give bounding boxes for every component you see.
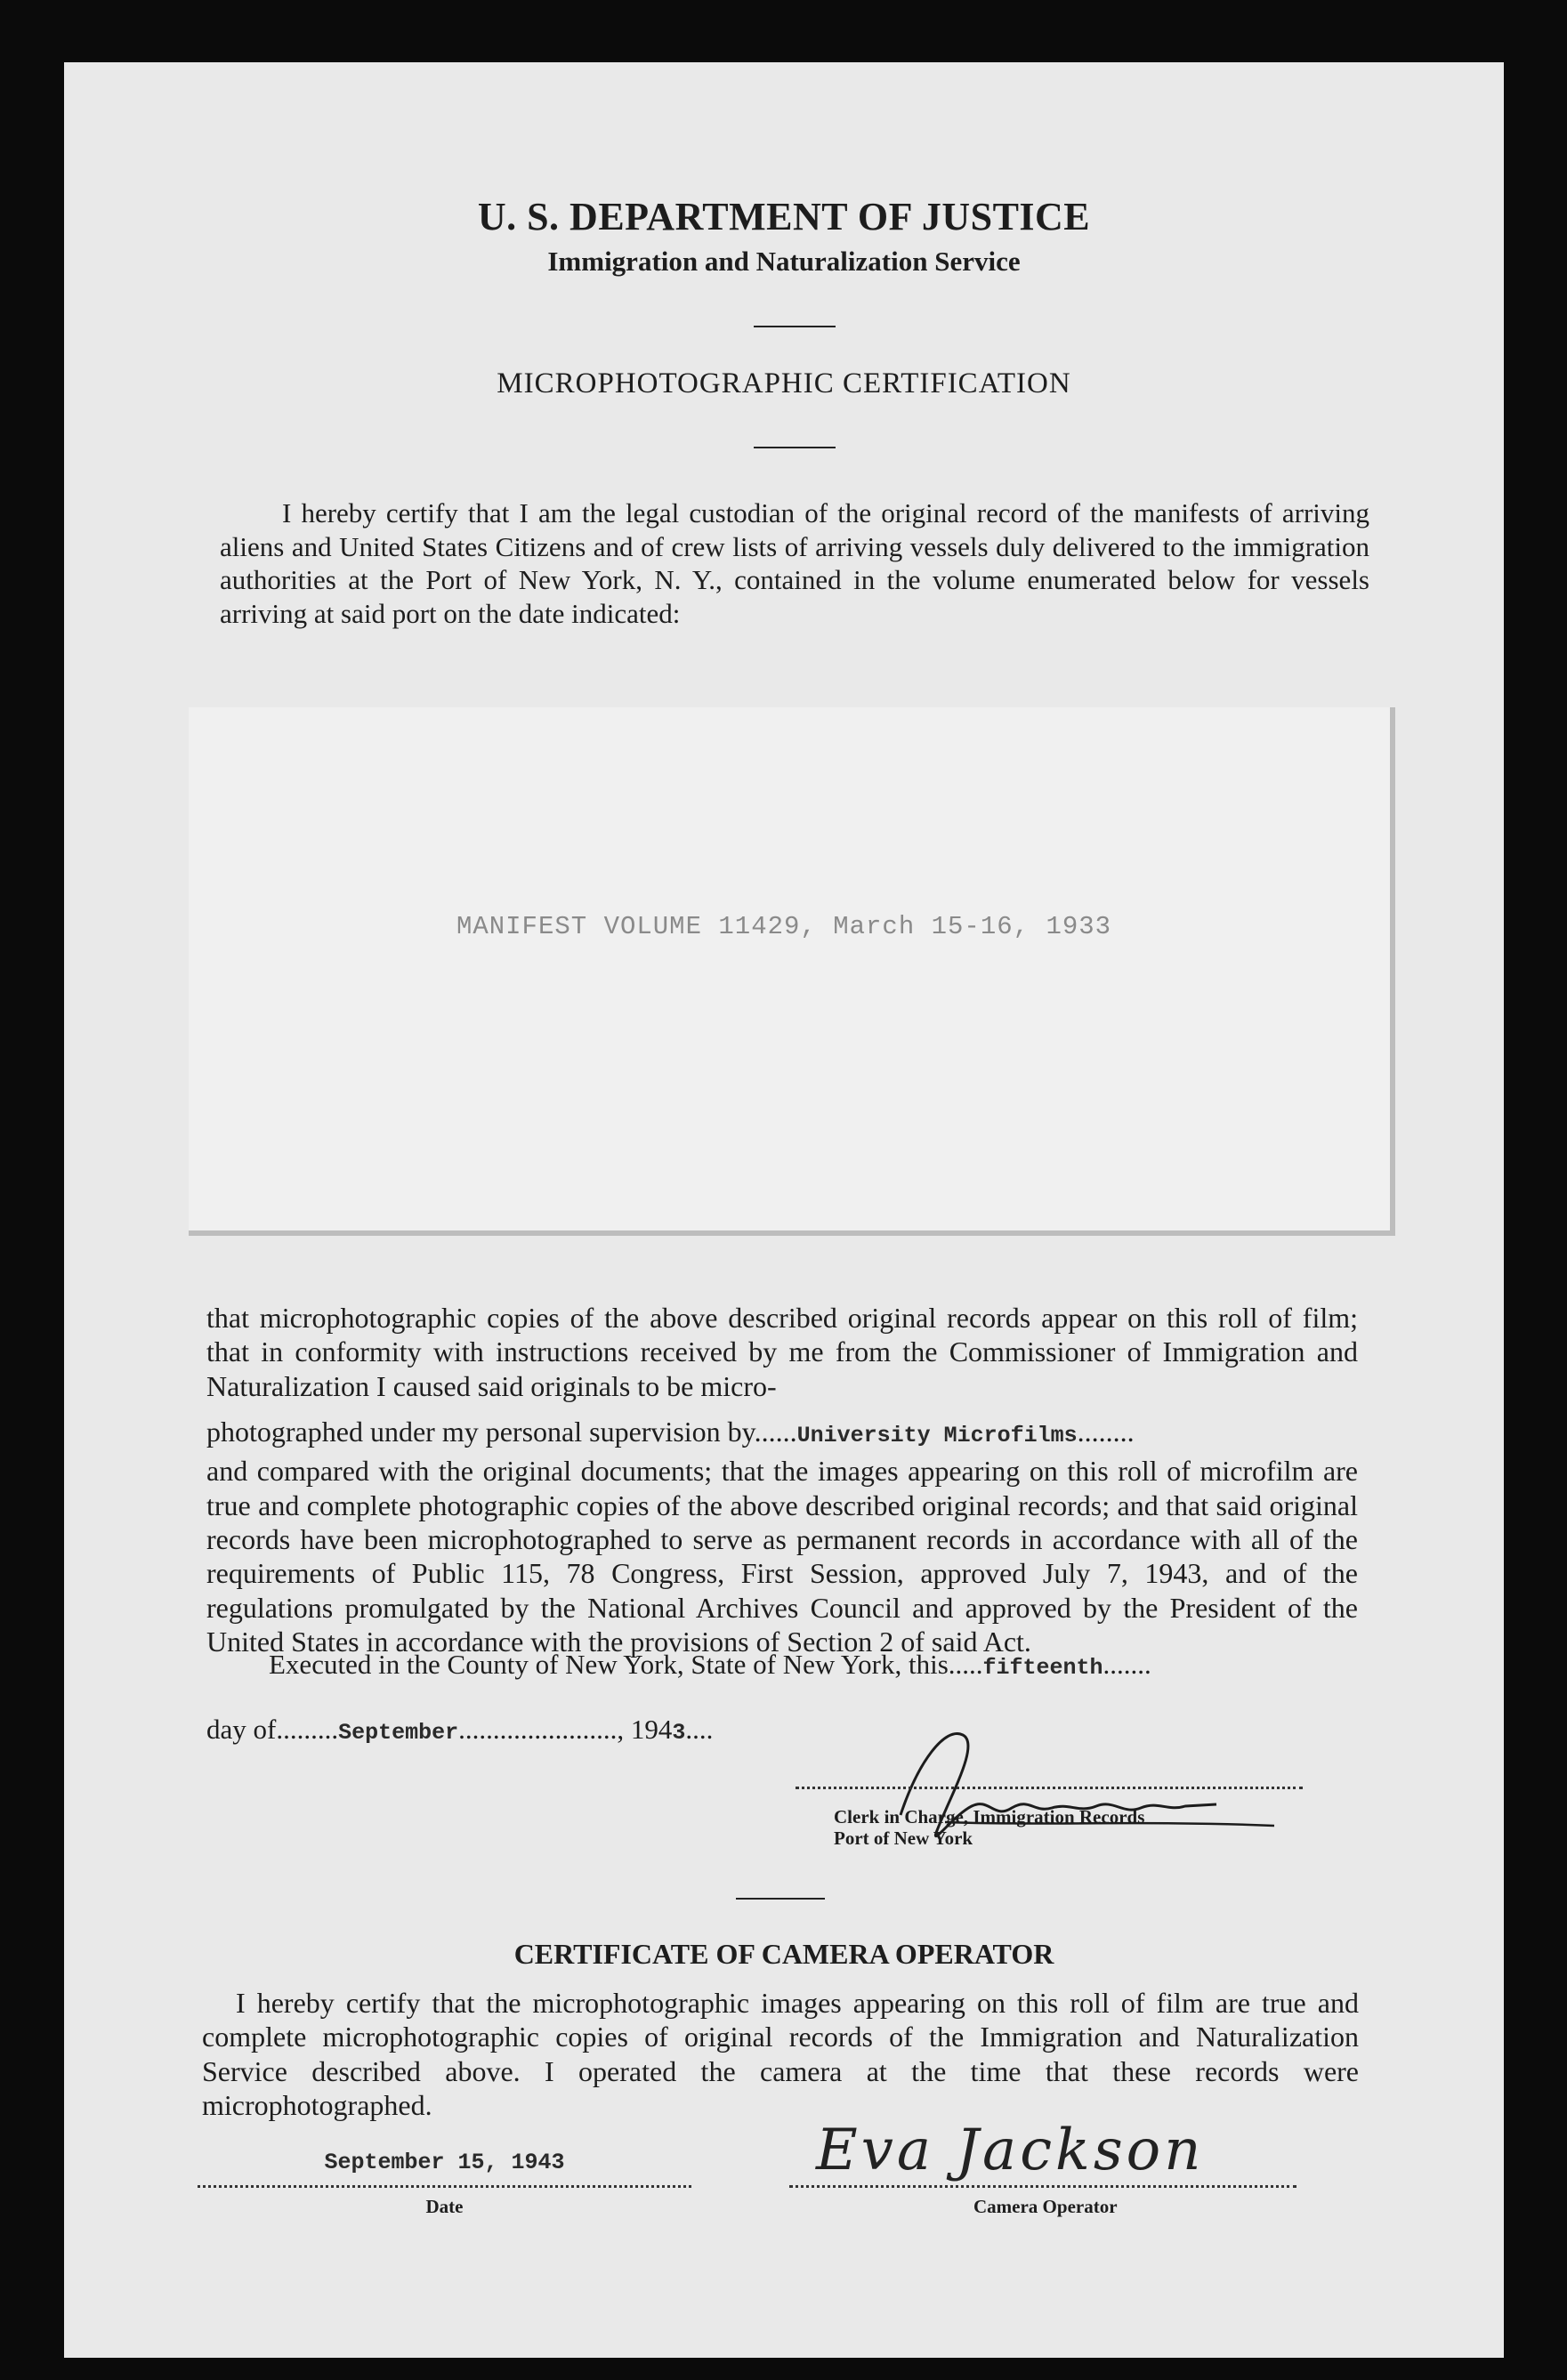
department-heading: U. S. DEPARTMENT OF JUSTICE [477,195,1091,238]
certification-part1: that microphotographic copies of the above described original records appear on this roll of film; that in conformity with instructions received by me from the Commissioner of Immigration and Naturalization I caused said originals to be micro- [206,1302,1358,1402]
certification-block [206,1301,1358,1659]
supervision-line: photographed under my personal supervision by......University Microfilms........ [206,1416,1135,1449]
title-divider [754,447,836,448]
supervision-prefix: photographed under my personal supervision by [206,1416,755,1448]
execution-day: fifteenth [982,1655,1103,1681]
section-divider [736,1898,825,1900]
volume-label: MANIFEST VOLUME 11429, March 15-16, 1933 [456,912,1112,941]
clerk-title-line2: Port of New York [834,1827,973,1850]
clerk-title [834,1806,1144,1849]
supervisor-name: University Microfilms [796,1423,1078,1449]
camera-operator-label: Camera Operator [973,2196,1118,2217]
year-prefix: , 194 [617,1714,673,1745]
camera-date-field [198,2150,691,2175]
camera-paragraph: I hereby certify that the microphotographic images appearing on this roll of film are true and complete microphotographic copies of original records of the Immigration and Naturalization Service described above. I operated the camera at the time that these records were microphotographed. [202,1987,1359,2122]
execution-month: September [338,1720,459,1746]
intro-paragraph: I hereby certify that I am the legal custodian of the original record of the manifests of arriving aliens and United States Citizens and of crew lists of arriving vessels duly delivered to the immigration authorities at the Port of New York, N. Y., contained in the volume enumerated below for vessels arriving at said port on the date indicated: [220,497,1369,629]
execution-line: Executed in the County of New York, State of New York, this.....fifteenth....... [269,1649,1151,1681]
clerk-signature-line [796,1787,1303,1789]
operator-signature: Eva Jackson [816,2118,1205,2183]
service-subheading: Immigration and Naturalization Service [547,246,1021,277]
year-digit: 3 [672,1720,686,1746]
intro-paragraph-block [220,496,1369,631]
execution-prefix: Executed in the County of New York, State of New York, this [269,1649,949,1680]
form-title: MICROPHOTOGRAPHIC CERTIFICATION [497,367,1071,399]
camera-date-value: September 15, 1943 [324,2150,565,2175]
date-line: day of.........September......................., 1943.... [206,1714,714,1746]
certification-part2: and compared with the original documents; that the images appearing on this roll of microfilm are true and complete photographic copies of the above described original records; and that said original records have been microphotographed to serve as permanent records in accordance with all of the requirements of Public 115, 78 Congress, First Session, approved July 7, 1943, and of the regulations promulgated by the National Archives Council and approved by the President of the United States in accordance with the provisions of Section 2 of said Act. [206,1455,1358,1658]
camera-section-title: CERTIFICATE OF CAMERA OPERATOR [513,1938,1054,1970]
certificate-page [64,62,1504,2358]
camera-date-line [198,2185,691,2188]
clerk-title-line1: Clerk in Charge, Immigration Records [834,1806,1145,1827]
camera-date-label: Date [425,2196,464,2217]
operator-signature-line [789,2185,1296,2188]
volume-insert-slip [189,707,1395,1236]
header-divider [754,326,836,327]
day-of-label: day of [206,1714,277,1745]
camera-paragraph-block [202,1986,1359,2123]
